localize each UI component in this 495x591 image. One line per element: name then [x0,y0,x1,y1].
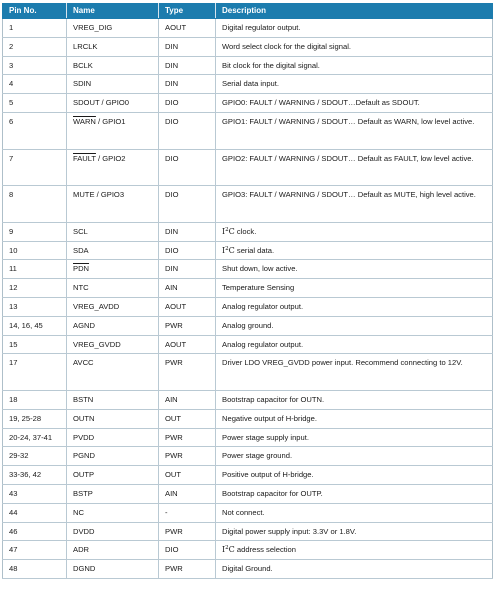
table-header [3,3,493,19]
pin-number: 8 [3,186,67,223]
table-row [3,56,493,75]
pin-number: 47 [3,541,67,560]
table-row [3,37,493,56]
pin-number: 11 [3,260,67,279]
pin-description: Analog regulator output. [216,335,493,354]
pin-type: AIN [159,390,216,409]
table-row [3,260,493,279]
pin-type: OUT [159,409,216,428]
pin-description [216,541,493,560]
pin-description: GPIO3: FAULT / WARNING / SDOUT… Default as MUTE, high level active. [216,186,493,223]
pin-number: 1 [3,19,67,38]
pin-type: DIO [159,149,216,186]
pin-number: 12 [3,279,67,298]
header-description: Description [216,3,493,19]
table-row [3,279,493,298]
pin-number: 44 [3,503,67,522]
pin-number: 9 [3,222,67,241]
i2c-label [222,227,235,236]
pin-type: PWR [159,428,216,447]
table-row [3,484,493,503]
table-row [3,241,493,260]
pin-number: 18 [3,390,67,409]
table-row [3,503,493,522]
pin-description: Analog ground. [216,316,493,335]
pin-table [2,3,493,579]
pin-description: Digital regulator output. [216,19,493,38]
pin-number: 29-32 [3,447,67,466]
table-row [3,541,493,560]
pin-name: SDA [67,241,159,260]
pin-name: DGND [67,560,159,579]
i2c-i: I [222,545,226,555]
pin-type: DIN [159,56,216,75]
pin-number: 2 [3,37,67,56]
pin-name-suffix: / GPIO1 [95,116,126,126]
pin-name: BCLK [67,56,159,75]
pin-name: PVDD [67,428,159,447]
pin-type: PWR [159,354,216,391]
pin-description: Digital power supply input: 3.3V or 1.8V. [216,522,493,541]
pin-type: AIN [159,279,216,298]
pin-description: GPIO2: FAULT / WARNING / SDOUT… Default as FAULT, low level active. [216,149,493,186]
i2c-label [222,246,235,255]
pin-type: AOUT [159,335,216,354]
pin-name: MUTE / GPIO3 [67,186,159,223]
pin-type: AOUT [159,297,216,316]
pin-name [67,112,159,149]
pin-number: 7 [3,149,67,186]
pin-name: VREG_DIG [67,19,159,38]
table-row [3,466,493,485]
pin-type: DIN [159,260,216,279]
table-row [3,522,493,541]
pin-description: Negative output of H-bridge. [216,409,493,428]
pin-name: OUTN [67,409,159,428]
pin-name [67,260,159,279]
pin-number: 46 [3,522,67,541]
pin-description: Digital Ground. [216,560,493,579]
pin-description: GPIO1: FAULT / WARNING / SDOUT… Default as WARN, low level active. [216,112,493,149]
pin-type: DIN [159,75,216,94]
pin-type: PWR [159,560,216,579]
pin-type: - [159,503,216,522]
pin-type: DIO [159,186,216,223]
pin-number: 13 [3,297,67,316]
table-row [3,390,493,409]
pin-name-suffix: / GPIO2 [95,153,126,163]
table-row [3,335,493,354]
pin-type: AOUT [159,19,216,38]
pin-number: 4 [3,75,67,94]
pin-name: VREG_AVDD [67,297,159,316]
table-row [3,354,493,391]
pin-number: 14, 16, 45 [3,316,67,335]
table-row [3,447,493,466]
table-row [3,75,493,94]
pin-name: BSTP [67,484,159,503]
pin-number: 20-24, 37-41 [3,428,67,447]
pin-type: PWR [159,447,216,466]
pin-number: 6 [3,112,67,149]
table-row [3,316,493,335]
pin-name: ADR [67,541,159,560]
pin-number: 43 [3,484,67,503]
description-text: serial data. [234,245,275,255]
pin-name: LRCLK [67,37,159,56]
table-row [3,297,493,316]
pin-type: DIN [159,37,216,56]
pin-type: PWR [159,316,216,335]
pin-description: Bit clock for the digital signal. [216,56,493,75]
description-text: address selection [234,545,297,555]
active-low-signal: $\overline{PDN}$ [73,264,90,274]
pin-description: Bootstrap capacitor for OUTP. [216,484,493,503]
i2c-i: I [222,226,226,236]
i2c-c: C [228,226,235,236]
pin-type: DIO [159,541,216,560]
pin-number: 19, 25-28 [3,409,67,428]
table-row [3,428,493,447]
description-text: clock. [234,226,257,236]
header-type: Type [159,3,216,19]
pin-type: AIN [159,484,216,503]
i2c-label [222,545,235,554]
pin-type: DIO [159,112,216,149]
table-row [3,149,493,186]
pin-description: Bootstrap capacitor for OUTN. [216,390,493,409]
pin-name: SDOUT / GPIO0 [67,94,159,113]
table-row [3,186,493,223]
i2c-superscript: 2 [225,245,229,252]
header-name: Name [67,3,159,19]
table-body [3,19,493,579]
pin-name: BSTN [67,390,159,409]
pin-description: Word select clock for the digital signal. [216,37,493,56]
pin-name: SCL [67,222,159,241]
table-row [3,112,493,149]
i2c-superscript: 2 [225,545,229,552]
pin-name: NC [67,503,159,522]
i2c-i: I [222,245,226,255]
pin-number: 33-36, 42 [3,466,67,485]
pin-description: Positive output of H-bridge. [216,466,493,485]
i2c-c: C [228,545,235,555]
pin-number: 3 [3,56,67,75]
table-row [3,560,493,579]
i2c-superscript: 2 [225,226,229,233]
pin-description: Serial data input. [216,75,493,94]
pin-name: PGND [67,447,159,466]
pin-type: PWR [159,522,216,541]
table-row [3,409,493,428]
active-low-signal: FAULT [73,153,96,163]
pin-description: Power stage supply input. [216,428,493,447]
pin-number: 15 [3,335,67,354]
pin-name: AGND [67,316,159,335]
pin-name: DVDD [67,522,159,541]
pin-description: Not connect. [216,503,493,522]
pin-description [216,241,493,260]
pin-description: Shut down, low active. [216,260,493,279]
pin-description: Temperature Sensing [216,279,493,298]
pin-description: Driver LDO VREG_GVDD power input. Recommend connecting to 12V. [216,354,493,391]
pin-number: 48 [3,560,67,579]
pin-type: DIO [159,94,216,113]
pin-description [216,222,493,241]
pin-name: SDIN [67,75,159,94]
pin-description: GPIO0: FAULT / WARNING / SDOUT…Default as SDOUT. [216,94,493,113]
pin-name: OUTP [67,466,159,485]
table-row [3,94,493,113]
pin-name [67,149,159,186]
pin-description: Analog regulator output. [216,297,493,316]
pin-description: Power stage ground. [216,447,493,466]
table-row [3,222,493,241]
table-row [3,19,493,38]
pin-name: VREG_GVDD [67,335,159,354]
header-row [3,3,493,19]
pin-number: 17 [3,354,67,391]
pin-type: DIO [159,241,216,260]
pin-number: 5 [3,94,67,113]
pin-name: NTC [67,279,159,298]
pin-name: AVCC [67,354,159,391]
pin-type: DIN [159,222,216,241]
pin-number: 10 [3,241,67,260]
pin-type: OUT [159,466,216,485]
active-low-signal: WARN [73,116,96,126]
header-pin-no: Pin No. [3,3,67,19]
i2c-c: C [228,245,235,255]
